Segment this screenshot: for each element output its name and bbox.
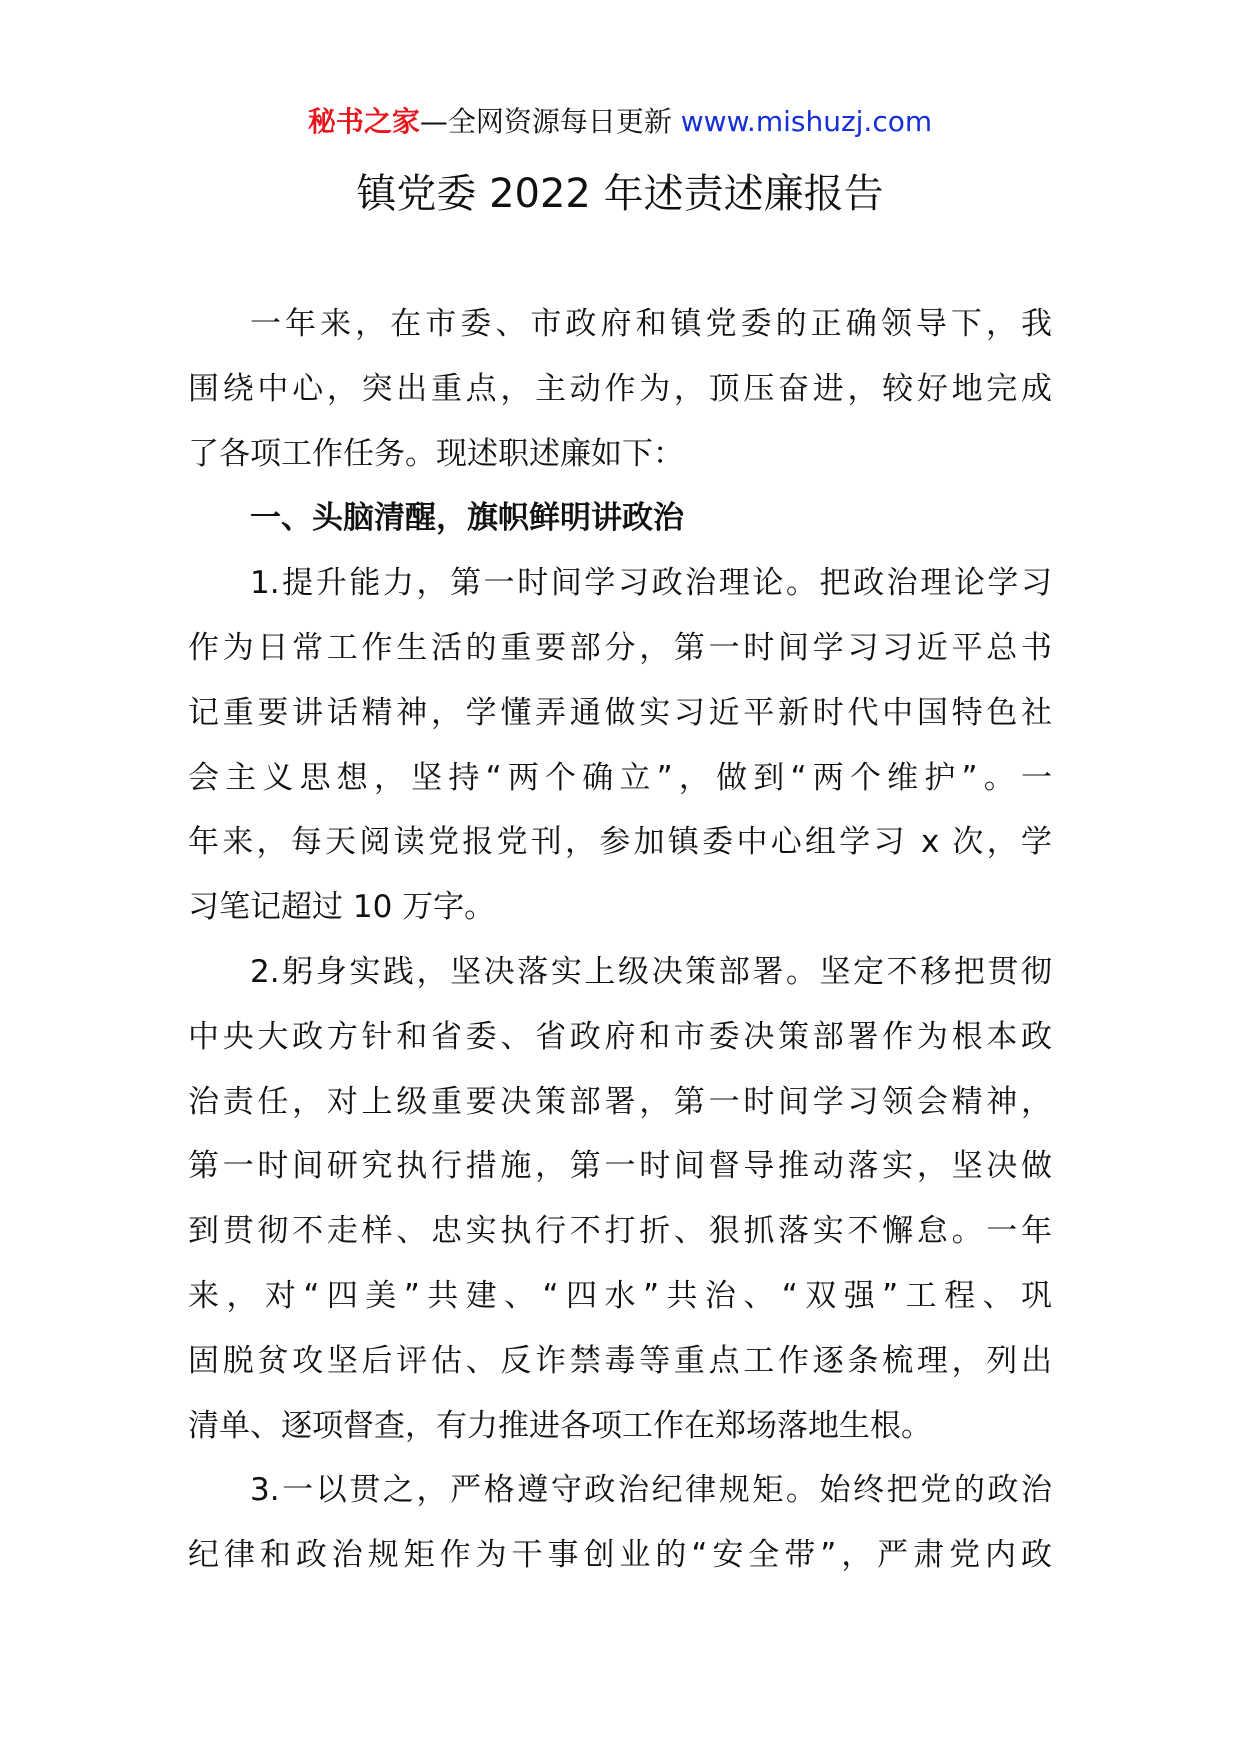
text-line: 纪律和政治规矩作为干事创业的“安全带”，严肃党内政 (188, 1537, 1052, 1574)
text-line: 习笔记超过 10 万字。 (188, 889, 496, 926)
text-line: 了各项工作任务。现述职述廉如下： (188, 435, 684, 472)
body-paragraph (188, 551, 1052, 940)
text-line: 一、头脑清醒，旗帜鲜明讲政治 (250, 500, 684, 537)
body-paragraph (188, 940, 1052, 1458)
text-line: 作为日常工作生活的重要部分，第一时间学习习近平总书 (188, 629, 1052, 666)
text-line: 来，对“四美”共建、“四水”共治、“双强”工程、巩 (188, 1277, 1052, 1314)
text-line: 2.躬身实践，坚决落实上级决策部署。坚定不移把贯彻 (250, 953, 1052, 990)
section-heading (188, 486, 1052, 551)
text-line: 到贯彻不走样、忠实执行不打折、狠抓落实不懈怠。一年 (188, 1213, 1052, 1250)
text-line: 清单、逐项督查，有力推进各项工作在郑场落地生根。 (188, 1407, 932, 1444)
text-line: 中央大政方针和省委、省政府和市委决策部署作为根本政 (188, 1018, 1052, 1055)
intro-paragraph (188, 292, 1052, 486)
text-line: 治责任，对上级重要决策部署，第一时间学习领会精神， (188, 1083, 1052, 1120)
site-url-link[interactable]: www.mishuzj.com (680, 105, 933, 138)
text-line: 1.提升能力，第一时间学习政治理论。把政治理论学习 (250, 565, 1052, 602)
text-line: 3.一以贯之，严格遵守政治纪律规矩。始终把党的政治 (250, 1472, 1052, 1509)
text-line: 固脱贫攻坚后评估、反诈禁毒等重点工作逐条梳理，列出 (188, 1342, 1052, 1379)
document-title: 镇党委 2022 年述责述廉报告 (356, 171, 884, 217)
text-line: 一年来，在市委、市政府和镇党委的正确领导下，我 (250, 306, 1052, 342)
text-line: 会主义思想，坚持“两个确立”，做到“两个维护”。一 (188, 759, 1052, 796)
text-line: 年来，每天阅读党报党刊，参加镇委中心组学习 x 次，学 (188, 824, 1052, 861)
body-paragraph (188, 1458, 1052, 1588)
text-line: 第一时间研究执行措施，第一时间督导推动落实，坚决做 (188, 1148, 1052, 1185)
document-body (188, 292, 1052, 1588)
site-header (0, 100, 1240, 144)
text-line: 记重要讲话精神，学懂弄通做实习近平新时代中国特色社 (188, 694, 1052, 731)
text-line: 围绕中心，突出重点，主动作为，顶压奋进，较好地完成 (188, 370, 1052, 407)
header-slogan: —全网资源每日更新 (419, 105, 681, 138)
brand-name: 秘书之家 (307, 105, 420, 138)
